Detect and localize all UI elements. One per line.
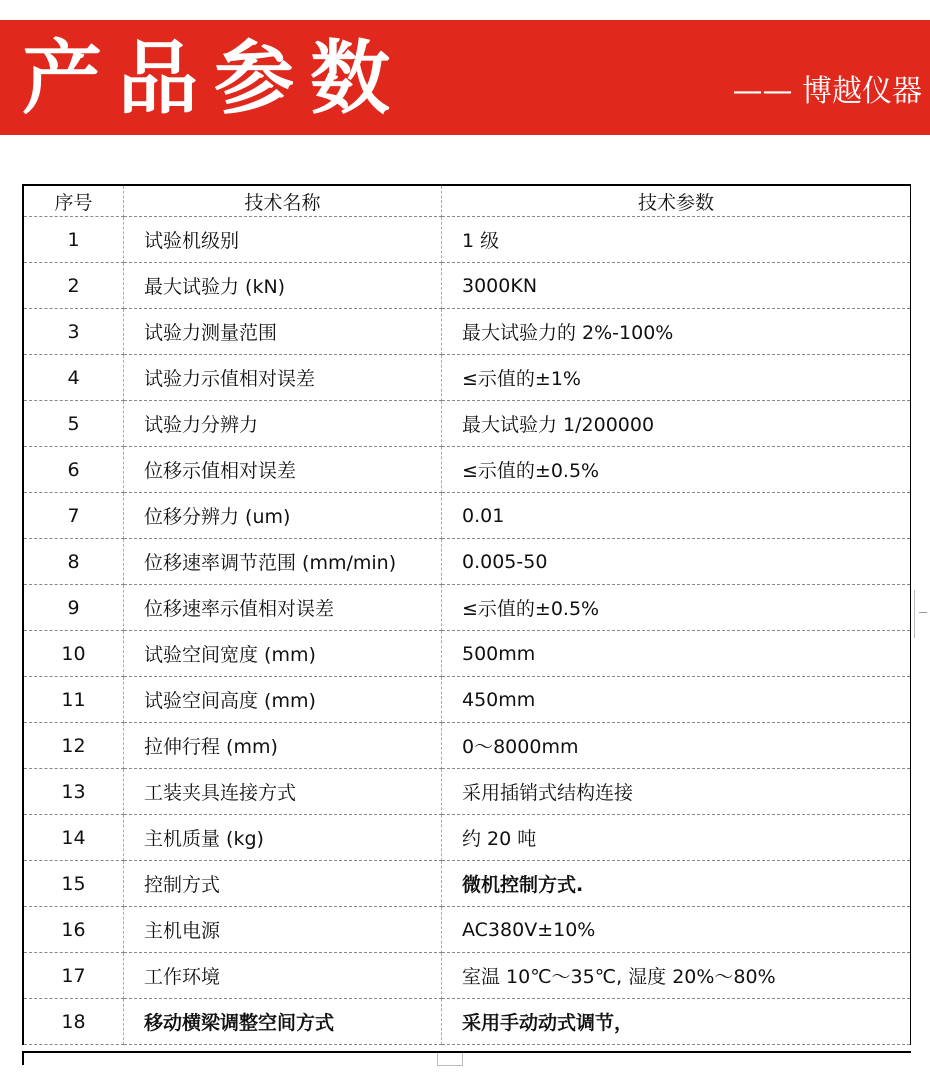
table-row [23, 769, 911, 815]
header-name: 技术名称 [124, 185, 442, 217]
table-row [23, 861, 911, 907]
row-number: 9 [23, 585, 124, 631]
table-row [23, 447, 911, 493]
table-row [23, 953, 911, 999]
row-number: 6 [23, 447, 124, 493]
table-row [23, 355, 911, 401]
row-number: 10 [23, 631, 124, 677]
table-row [23, 631, 911, 677]
row-value: 微机控制方式. [442, 861, 911, 907]
spec-table [22, 184, 911, 1045]
row-number: 8 [23, 539, 124, 585]
row-number: 1 [23, 217, 124, 263]
table-bottom-border [22, 1051, 911, 1053]
header-no: 序号 [23, 185, 124, 217]
row-value: 500mm [442, 631, 911, 677]
row-number: 7 [23, 493, 124, 539]
table-row [23, 585, 911, 631]
row-number: 18 [23, 999, 124, 1045]
row-number: 17 [23, 953, 124, 999]
row-name: 试验空间宽度 (mm) [124, 631, 442, 677]
row-value: 采用手动动式调节， [442, 999, 911, 1045]
row-value: AC380V±10% [442, 907, 911, 953]
row-name: 拉伸行程 (mm) [124, 723, 442, 769]
row-number: 16 [23, 907, 124, 953]
row-name: 最大试验力 (kN) [124, 263, 442, 309]
table-row [23, 493, 911, 539]
row-name: 试验空间高度 (mm) [124, 677, 442, 723]
table-row [23, 999, 911, 1045]
row-number: 3 [23, 309, 124, 355]
row-name: 位移示值相对误差 [124, 447, 442, 493]
row-number: 5 [23, 401, 124, 447]
row-name: 试验力分辨力 [124, 401, 442, 447]
table-row [23, 815, 911, 861]
row-value: ≤示值的±0.5% [442, 447, 911, 493]
row-number: 15 [23, 861, 124, 907]
row-value: 采用插销式结构连接 [442, 769, 911, 815]
row-name: 控制方式 [124, 861, 442, 907]
row-name: 工装夹具连接方式 [124, 769, 442, 815]
row-name: 主机质量 (kg) [124, 815, 442, 861]
row-name: 位移速率调节范围 (mm/min) [124, 539, 442, 585]
table-row [23, 217, 911, 263]
title-banner [0, 20, 930, 135]
row-value: 3000KN [442, 263, 911, 309]
table-row [23, 677, 911, 723]
row-value: ≤示值的±1% [442, 355, 911, 401]
row-number: 12 [23, 723, 124, 769]
row-value: ≤示值的±0.5% [442, 585, 911, 631]
row-name: 试验力示值相对误差 [124, 355, 442, 401]
row-number: 14 [23, 815, 124, 861]
row-name: 试验机级别 [124, 217, 442, 263]
table-row [23, 723, 911, 769]
table-row [23, 309, 911, 355]
table-row [23, 539, 911, 585]
row-value: 0.005-50 [442, 539, 911, 585]
page-title: 产品参数 [22, 32, 406, 125]
row-name: 移动横梁调整空间方式 [124, 999, 442, 1045]
divider [914, 590, 930, 638]
row-number: 13 [23, 769, 124, 815]
row-number: 2 [23, 263, 124, 309]
row-name: 试验力测量范围 [124, 309, 442, 355]
row-value: 0～8000mm [442, 723, 911, 769]
table-row [23, 401, 911, 447]
row-number: 4 [23, 355, 124, 401]
row-value: 450mm [442, 677, 911, 723]
row-value: 0.01 [442, 493, 911, 539]
row-number: 11 [23, 677, 124, 723]
row-name: 主机电源 [124, 907, 442, 953]
table-row [23, 907, 911, 953]
row-name: 工作环境 [124, 953, 442, 999]
table-row [23, 263, 911, 309]
divider [437, 1053, 463, 1066]
brand-subtitle: —— 博越仪器 [732, 74, 922, 109]
row-value: 最大试验力 1/200000 [442, 401, 911, 447]
row-name: 位移速率示值相对误差 [124, 585, 442, 631]
table-header-row [23, 185, 911, 217]
divider [22, 1053, 24, 1065]
row-value: 最大试验力的 2%-100% [442, 309, 911, 355]
row-value: 约 20 吨 [442, 815, 911, 861]
row-name: 位移分辨力 (um) [124, 493, 442, 539]
row-value: 1 级 [442, 217, 911, 263]
header-value: 技术参数 [442, 185, 911, 217]
row-value: 室温 10℃～35℃, 湿度 20%～80% [442, 953, 911, 999]
